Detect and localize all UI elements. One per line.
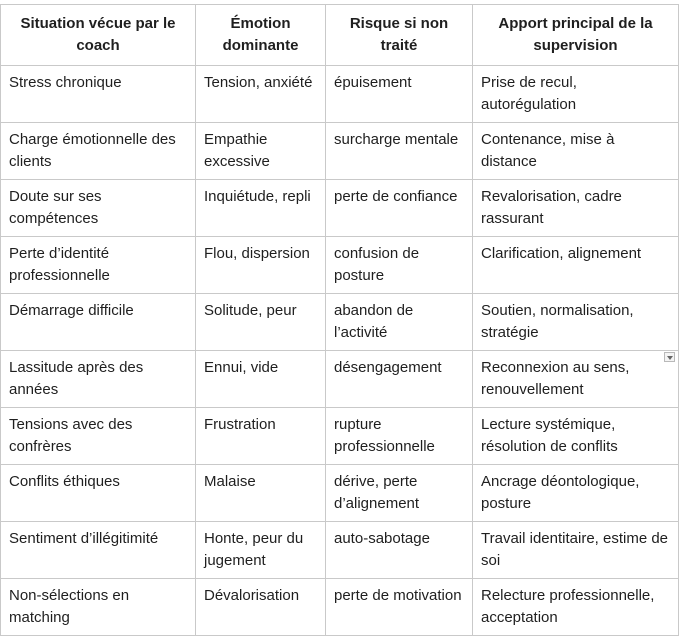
cell-risque: confusion de posture: [326, 237, 473, 294]
cell-situation: Non-sélections en matching: [1, 579, 196, 636]
cell-situation: Stress chronique: [1, 66, 196, 123]
cell-situation: Lassitude après des années: [1, 351, 196, 408]
cell-risque: désengagement: [326, 351, 473, 408]
cell-risque: abandon de l’activité: [326, 294, 473, 351]
cell-situation: Doute sur ses compétences: [1, 180, 196, 237]
cell-risque: perte de confiance: [326, 180, 473, 237]
table-row: [1, 123, 679, 180]
header-risque: Risque si non traité: [326, 5, 473, 66]
header-apport: Apport principal de la supervision: [473, 5, 679, 66]
cell-emotion: Dévalorisation: [196, 579, 326, 636]
cell-situation: Charge émotionnelle des clients: [1, 123, 196, 180]
cell-apport: Contenance, mise à distance: [473, 123, 679, 180]
table-row: [1, 237, 679, 294]
cell-apport: Travail identitaire, estime de soi: [473, 522, 679, 579]
cell-apport: Relecture professionnelle, acceptation: [473, 579, 679, 636]
cell-emotion: Tension, anxiété: [196, 66, 326, 123]
cell-risque: auto-sabotage: [326, 522, 473, 579]
cell-apport: Clarification, alignement: [473, 237, 679, 294]
cell-situation: Tensions avec des confrères: [1, 408, 196, 465]
cell-emotion: Ennui, vide: [196, 351, 326, 408]
table-row: [1, 351, 679, 408]
cell-situation: Conflits éthiques: [1, 465, 196, 522]
cell-situation: Perte d’identité professionnelle: [1, 237, 196, 294]
cell-apport: Prise de recul, autorégulation: [473, 66, 679, 123]
cell-situation: Démarrage difficile: [1, 294, 196, 351]
table-row: [1, 66, 679, 123]
table-row: [1, 294, 679, 351]
cell-emotion: Frustration: [196, 408, 326, 465]
cell-emotion: Honte, peur du jugement: [196, 522, 326, 579]
cell-apport: Lecture systémique, résolution de conflits: [473, 408, 679, 465]
cell-apport: Revalorisation, cadre rassurant: [473, 180, 679, 237]
header-row: [1, 5, 679, 66]
cell-emotion: Inquiétude, repli: [196, 180, 326, 237]
cell-risque: rupture professionnelle: [326, 408, 473, 465]
cell-emotion: Malaise: [196, 465, 326, 522]
cell-risque: épuisement: [326, 66, 473, 123]
cell-risque: surcharge mentale: [326, 123, 473, 180]
table-row: [1, 180, 679, 237]
chevron-down-icon[interactable]: [664, 352, 675, 362]
header-emotion: Émotion dominante: [196, 5, 326, 66]
cell-situation: Sentiment d’illégitimité: [1, 522, 196, 579]
cell-emotion: Empathie excessive: [196, 123, 326, 180]
cell-emotion: Flou, dispersion: [196, 237, 326, 294]
cell-apport: Soutien, normalisation, stratégie: [473, 294, 679, 351]
cell-apport: Reconnexion au sens, renouvellement: [473, 351, 679, 408]
table-row: [1, 408, 679, 465]
supervision-table: [0, 4, 679, 636]
cell-risque: perte de motivation: [326, 579, 473, 636]
header-situation: Situation vécue par le coach: [1, 5, 196, 66]
table-row: [1, 522, 679, 579]
cell-risque: dérive, perte d’alignement: [326, 465, 473, 522]
cell-emotion: Solitude, peur: [196, 294, 326, 351]
table-row: [1, 465, 679, 522]
cell-apport: Ancrage déontologique, posture: [473, 465, 679, 522]
table-row: [1, 579, 679, 636]
